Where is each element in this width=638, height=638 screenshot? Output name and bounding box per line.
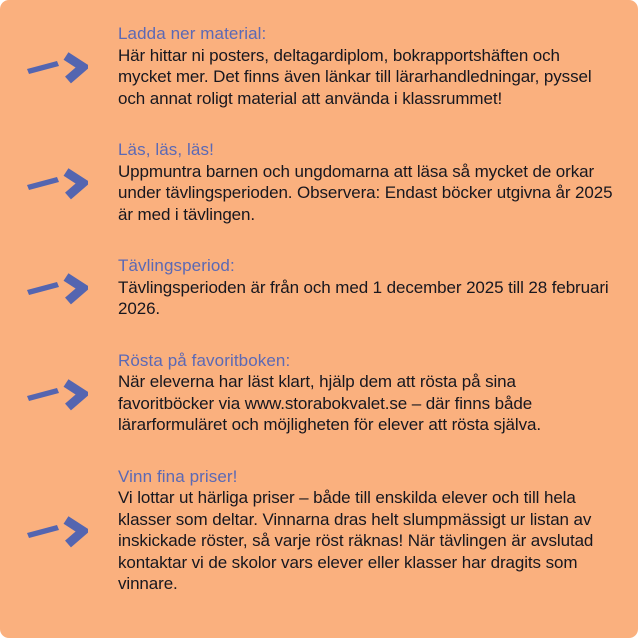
dash-chevron-right-icon xyxy=(26,269,88,305)
section-body: Tävlingsperioden är från och med 1 december 2025 till 28 februari 2026. xyxy=(118,277,609,318)
arrow-cell xyxy=(25,48,118,84)
section-text xyxy=(118,466,614,595)
section-read xyxy=(25,139,614,225)
section-heading: Tävlingsperiod: xyxy=(118,256,235,275)
section-competition-period xyxy=(25,255,614,320)
section-text xyxy=(118,350,614,436)
dash-chevron-right-icon xyxy=(26,512,88,548)
section-body: Uppmuntra barnen och ungdomarna att läsa så mycket de orkar under tävlingsperioden. Observera: Endast böcker utgivna år 2025 är med i tävlingen. xyxy=(118,161,613,224)
dash-chevron-right-icon xyxy=(26,48,88,84)
arrow-cell xyxy=(25,375,118,411)
arrow-cell xyxy=(25,164,118,200)
section-heading: Rösta på favoritboken: xyxy=(118,350,291,370)
section-heading: Vinn fina priser! xyxy=(118,466,238,486)
dash-chevron-right-icon xyxy=(26,375,88,411)
section-text xyxy=(118,139,614,225)
arrow-cell xyxy=(25,269,118,305)
section-heading: Ladda ner material: xyxy=(118,24,267,43)
section-body: När eleverna har läst klart, hjälp dem att rösta på sina favoritböcker via www.storabokvalet.se – där finns både lärarformuläret och möjligheten för elever att rösta själva. xyxy=(118,372,541,434)
section-text xyxy=(118,23,614,109)
section-win-prizes xyxy=(25,466,614,595)
section-body: Vi lottar ut härliga priser – både till enskilda elever och till hela klasser som deltar. Vinnarna dras helt slumpmässigt ur listan av inskickade röster, så varje röst räknas! När tävlingen är avslutad kontaktar vi de skolor vars elever eller klasser har dragits som vinnare. xyxy=(118,488,594,593)
dash-chevron-right-icon xyxy=(26,164,88,200)
arrow-cell xyxy=(25,512,118,548)
section-text xyxy=(118,255,614,320)
section-vote-favorite-book xyxy=(25,350,614,436)
section-body: Här hittar ni posters, deltagardiplom, bokrapportshäften och mycket mer. Det finns även länkar till lärarhandledningar, pyssel och annat roligt material att använda i klassrummet! xyxy=(118,45,592,108)
section-heading: Läs, läs, läs! xyxy=(118,140,214,159)
section-download-material xyxy=(25,23,614,109)
